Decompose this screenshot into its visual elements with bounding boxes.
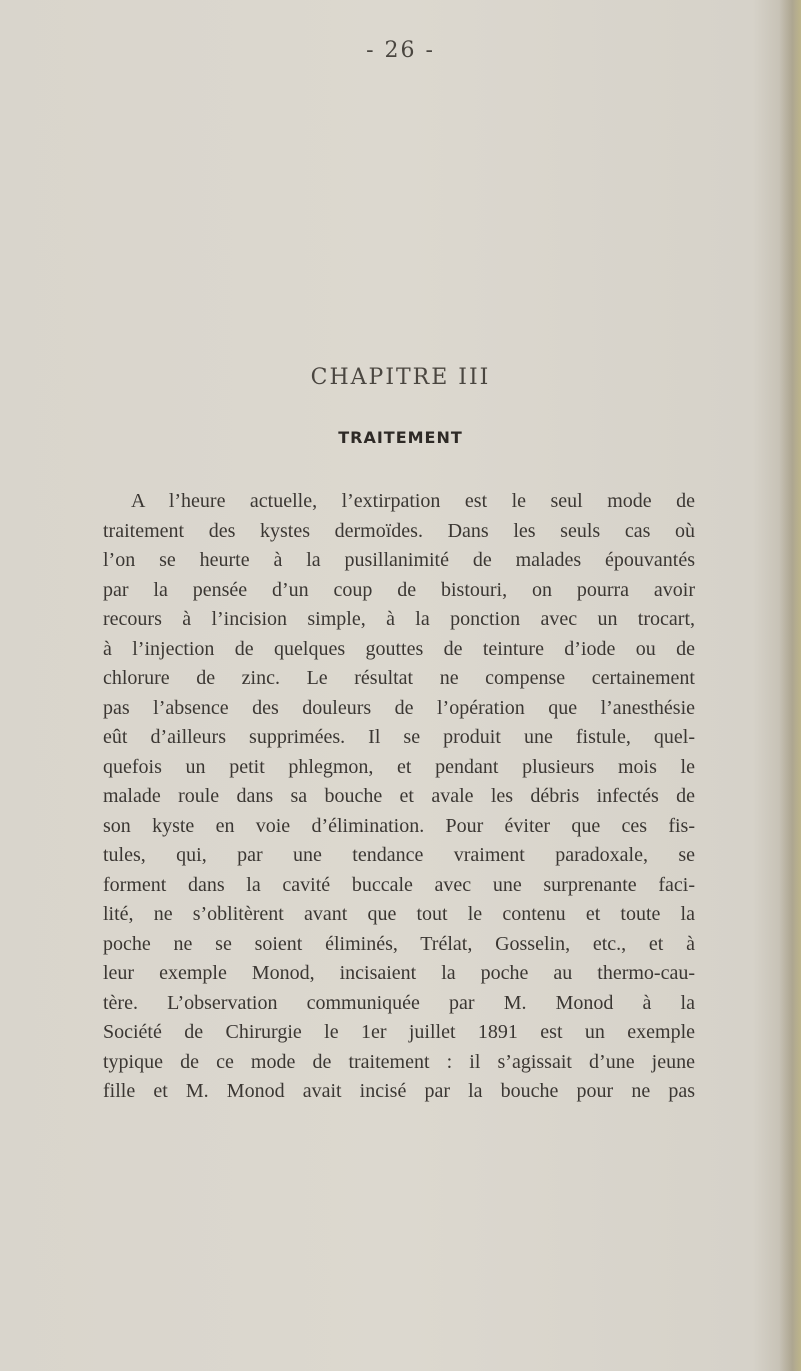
text-line: lité, ne s’oblitèrent avant que tout le contenu et toute la [103, 903, 695, 925]
text-line: son kyste en voie d’élimination. Pour éviter que ces fis- [103, 814, 695, 837]
text-line: Société de Chirurgie le 1er juillet 1891 est un exemple [103, 1021, 695, 1043]
text-line: quefois un petit phlegmon, et pendant plusieurs mois le [103, 755, 695, 778]
text-line: recours à l’incision simple, à la ponction avec un trocart, [103, 608, 695, 630]
text-line: poche ne se soient éliminés, Trélat, Gosselin, etc., et à [103, 932, 695, 955]
text-line: malade roule dans sa bouche et avale les débris infectés de [103, 785, 695, 807]
text-line: A l’heure actuelle, l’extirpation est le seul mode de [131, 490, 695, 512]
text-line: l’on se heurte à la pusillanimité de malades épouvantés [103, 549, 695, 571]
chapter-heading: CHAPITRE III [310, 365, 491, 390]
text-line: forment dans la cavité buccale avec une surprenante faci- [103, 873, 695, 896]
text-line: à l’injection de quelques gouttes de teinture d’iode ou de [103, 637, 695, 660]
text-line: par la pensée d’un coup de bistouri, on pourra avoir [103, 578, 695, 601]
text-line: fille et M. Monod avait incisé par la bouche pour ne pas [103, 1080, 695, 1102]
text-line: leur exemple Monod, incisaient la poche au thermo-cau- [103, 962, 695, 984]
page-number: - 26 - [366, 38, 435, 63]
text-line: tules, qui, par une tendance vraiment paradoxale, se [103, 844, 695, 866]
section-title: TRAITEMENT [338, 428, 463, 447]
text-line: tère. L’observation communiquée par M. Monod à la [103, 991, 695, 1014]
text-line: traitement des kystes dermoïdes. Dans les seuls cas où [103, 519, 695, 542]
text-line: pas l’absence des douleurs de l’opération que l’anesthésie [103, 696, 695, 719]
page-edge-shadow [779, 0, 801, 1371]
text-line: typique de ce mode de traitement : il s’agissait d’une jeune [103, 1050, 695, 1073]
body-paragraph [103, 487, 695, 1107]
text-line: chlorure de zinc. Le résultat ne compense certainement [103, 667, 695, 689]
text-line: eût d’ailleurs supprimées. Il se produit une fistule, quel- [103, 726, 695, 748]
